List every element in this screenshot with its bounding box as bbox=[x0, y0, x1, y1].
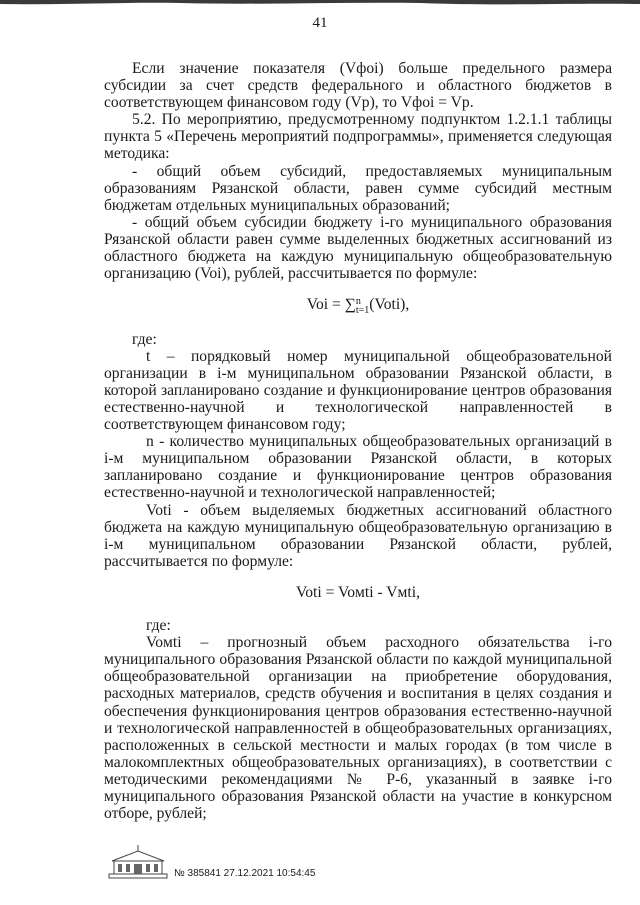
paragraph-n-def: n - количество муниципальных общеобразовательных организаций в i-м муниципальном образовании Рязанской области, в которых запланировано создание и функционирование центров образования естественно-научной и технологической направленностей; bbox=[104, 433, 612, 502]
document-registration-stamp: № 385841 27.12.2021 10:54:45 bbox=[174, 868, 316, 879]
where-label-1: где: bbox=[132, 330, 157, 348]
paragraph-vfoi-limit: Если значение показателя (Vфoi) больше предельного размера субсидии за счет средств федерального и областного бюджетов в соответствующем финансовом году (Vp), то Vфoi = Vp. bbox=[104, 60, 612, 112]
formula-voi bbox=[104, 296, 612, 314]
footer bbox=[108, 843, 428, 883]
paragraph-subsidy-i: - общий объем субсидии бюджету i-го муниципального образования Рязанской области равен сумме выделенных бюджетных ассигнований из областного бюджета на каждую муниципальную общеобразовательную организацию (Voi), рублей, рассчитывается по формуле: bbox=[104, 213, 612, 283]
building-seal-icon bbox=[108, 843, 168, 879]
page-number: 41 bbox=[312, 15, 328, 31]
paragraph-t-def: t – порядковый номер муниципальной общеобразовательной организации в i-м муниципальном образовании Рязанской области, в которой запланировано создание и функционирование центров образования естественно-научной и технологической направленностей в соответствующем финансовом году; bbox=[104, 347, 612, 434]
formula-voi-right: (Voti), bbox=[369, 296, 410, 314]
paragraph-voti-def: Voti - объем выделяемых бюджетных ассигнований областного бюджета на каждую муниципальную общеобразовательную организацию в i-м муниципальном образовании Рязанской области, рублей, рассчитывается по формуле: bbox=[104, 501, 612, 570]
formula-voi-sub: t=1 bbox=[355, 304, 370, 316]
document-body bbox=[104, 60, 612, 822]
paragraph-5-2: 5.2. По мероприятию, предусмотренному подпунктом 1.2.1.1 таблицы пункта 5 «Перечень мероприятий подпрограммы», применяется следующая методика: bbox=[104, 111, 612, 163]
scan-edge-shadow bbox=[0, 0, 640, 9]
where-label-2: где: bbox=[146, 617, 171, 635]
paragraph-total-subsidy: - общий объем субсидий, предоставляемых муниципальным образованиям Рязанской области, равен сумме субсидий местным бюджетам отдельных муниципальных образований; bbox=[104, 162, 612, 214]
formula-voi-left: Voi = ∑ bbox=[306, 296, 356, 314]
paragraph-vomti-def: Voмti – прогнозный объем расходного обязательства i-го муниципального образования Рязанской области по каждой муниципальной общеобразовательной организации на приобретение оборудования, расходных материалов, средств обучения и воспитания в целях создания и обеспечения функционирования центров образования естественно-научной и технологической направленностей в общеобразовательных организациях, расположенных в сельской местности и малых городах (в том числе в малокомплектных общеобразовательных организациях), в соответствии с методическими рекомендациями № Р-6, указанный в заявке i-го муниципального образования Рязанской области на участие в конкурсном отборе, рублей; bbox=[104, 634, 612, 823]
formula-voti: Voti = Voмti - Vмti, bbox=[295, 583, 420, 601]
formula-voi-sup: n bbox=[355, 295, 361, 307]
